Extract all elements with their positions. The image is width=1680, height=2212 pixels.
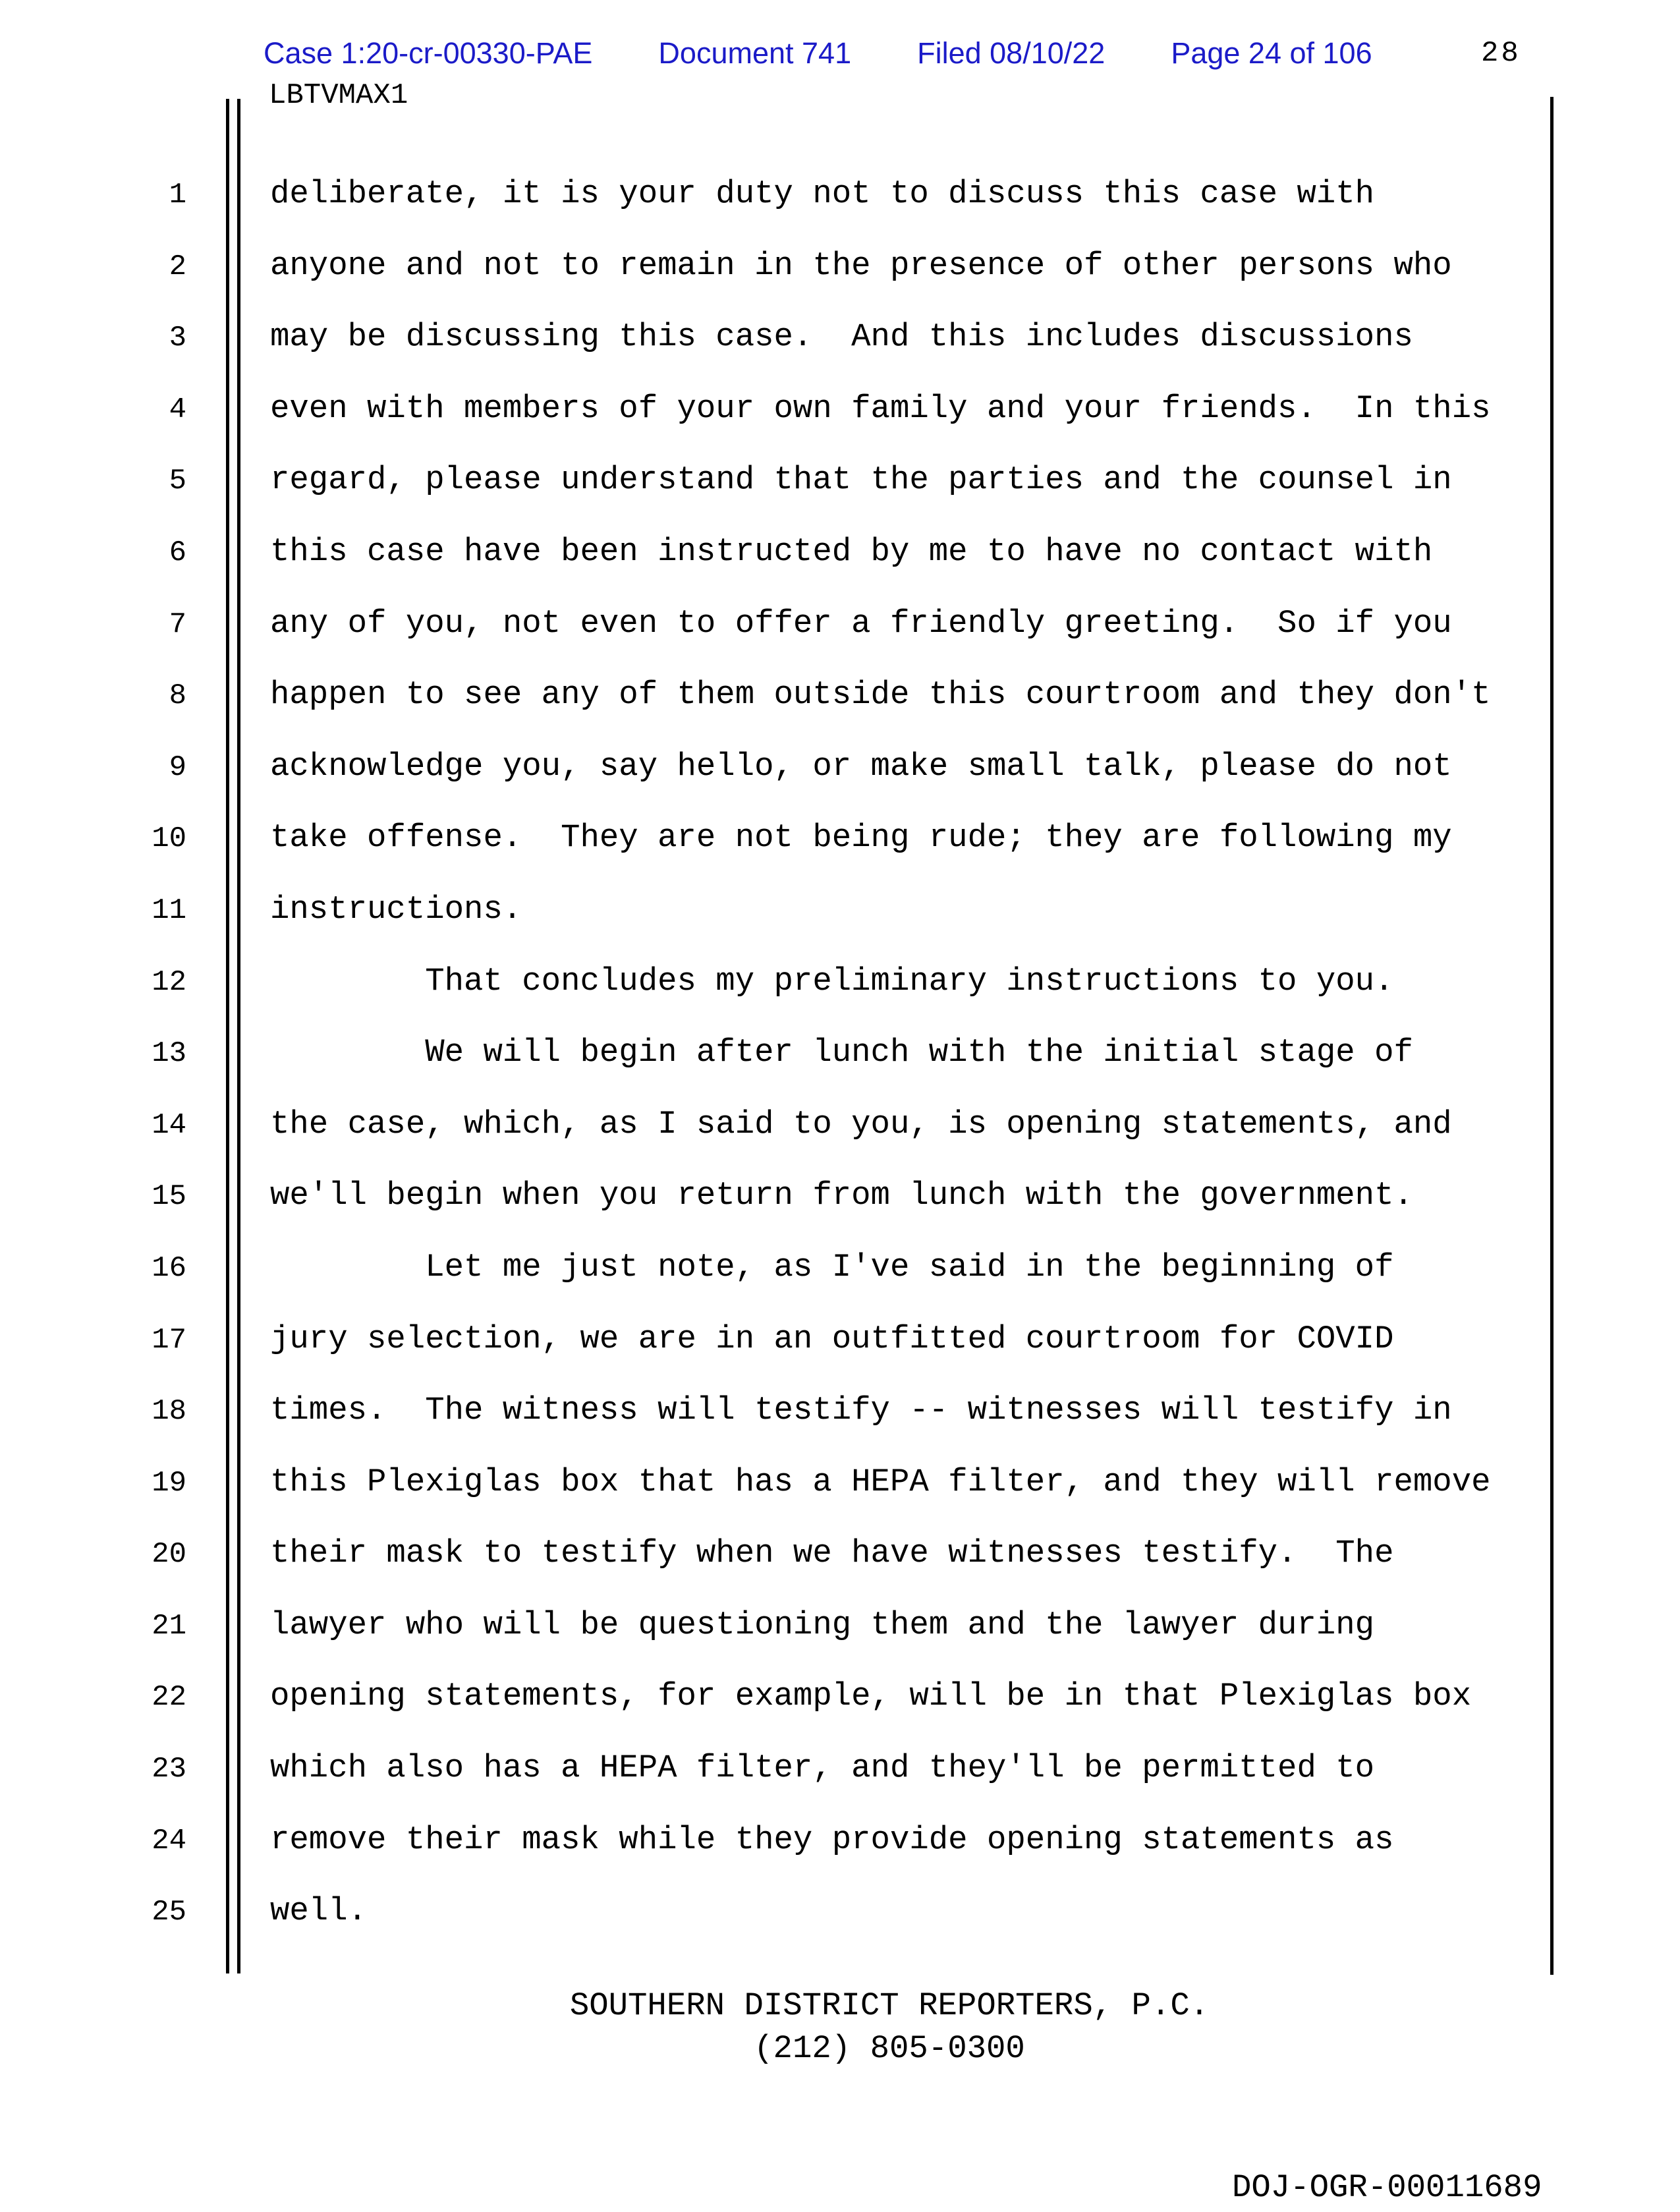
line-number: 6 (169, 536, 186, 569)
transcript-line (99, 659, 1555, 731)
transcript-body (99, 158, 1555, 1947)
line-text: That concludes my preliminary instructions to you. (270, 962, 1394, 1000)
transcript-line (99, 1804, 1555, 1876)
line-text: Let me just note, as I've said in the beginning of (270, 1248, 1394, 1286)
transcript-line (99, 1517, 1555, 1589)
transcript-line (99, 588, 1555, 660)
line-text: acknowledge you, say hello, or make small talk, please do not (270, 747, 1452, 785)
line-number: 3 (169, 322, 186, 355)
line-text: this case have been instructed by me to have no contact with (270, 532, 1433, 570)
line-text: their mask to testify when we have witnesses testify. The (270, 1535, 1394, 1572)
transcript-line (99, 444, 1555, 516)
line-text: remove their mask while they provide opening statements as (270, 1821, 1394, 1858)
line-text: any of you, not even to offer a friendly greeting. So if you (270, 604, 1452, 642)
transcript-line (99, 874, 1555, 946)
line-text: we'll begin when you return from lunch with the government. (270, 1177, 1413, 1214)
transcript-line (99, 1732, 1555, 1804)
transcript-page-number: 28 (1481, 37, 1521, 70)
line-text: instructions. (270, 890, 522, 928)
line-text: the case, which, as I said to you, is opening statements, and (270, 1105, 1452, 1143)
reporter-footer (224, 1985, 1555, 2070)
transcript-line (99, 1375, 1555, 1446)
reporter-phone: (212) 805-0300 (754, 2030, 1025, 2067)
line-number: 19 (152, 1466, 186, 1500)
transcript-line (99, 516, 1555, 588)
line-number: 25 (152, 1896, 186, 1929)
transcript-line (99, 1660, 1555, 1732)
transcript-line (99, 373, 1555, 445)
transcript-line (99, 1589, 1555, 1661)
line-number: 7 (169, 608, 186, 641)
line-number: 22 (152, 1681, 186, 1715)
line-text: happen to see any of them outside this courtroom and they don't (270, 676, 1491, 714)
line-number: 10 (152, 822, 186, 856)
line-text: well. (270, 1892, 368, 1930)
court-header (264, 36, 1372, 71)
transcript-line (99, 1017, 1555, 1089)
bates-number: DOJ-OGR-00011689 (1232, 2169, 1542, 2206)
line-text: deliberate, it is your duty not to discuss this case with (270, 175, 1375, 212)
line-text: lawyer who will be questioning them and the lawyer during (270, 1606, 1375, 1643)
transcript-line (99, 946, 1555, 1017)
line-text: which also has a HEPA filter, and they'll be permitted to (270, 1749, 1375, 1787)
transcript-line (99, 802, 1555, 874)
line-text: may be discussing this case. And this includes discussions (270, 318, 1413, 356)
filed-date: Filed 08/10/22 (917, 36, 1106, 70)
transcript-line (99, 1446, 1555, 1518)
transcript-line (99, 1089, 1555, 1160)
line-text: times. The witness will testify -- witnesses will testify in (270, 1392, 1452, 1429)
line-number: 11 (152, 893, 186, 927)
line-text: jury selection, we are in an outfitted courtroom for COVID (270, 1320, 1394, 1357)
line-number: 5 (169, 465, 186, 498)
line-number: 21 (152, 1609, 186, 1643)
line-number: 9 (169, 751, 186, 784)
page-indicator: Page 24 of 106 (1171, 36, 1372, 70)
transcript-line (99, 1875, 1555, 1947)
line-number: 16 (152, 1251, 186, 1285)
line-number: 23 (152, 1753, 186, 1786)
document-number: Document 741 (658, 36, 852, 70)
line-text: anyone and not to remain in the presence of other persons who (270, 246, 1452, 284)
line-text: regard, please understand that the parties and the counsel in (270, 461, 1452, 499)
transcript-line (99, 731, 1555, 803)
line-number: 1 (169, 179, 186, 212)
line-number: 8 (169, 679, 186, 713)
line-number: 14 (152, 1108, 186, 1142)
line-number: 15 (152, 1180, 186, 1214)
line-number: 20 (152, 1538, 186, 1572)
line-number: 4 (169, 393, 186, 426)
line-number: 24 (152, 1824, 186, 1858)
transcript-line (99, 1232, 1555, 1303)
line-number: 18 (152, 1395, 186, 1429)
transcript-line (99, 301, 1555, 373)
transcript-line (99, 1303, 1555, 1375)
transcript-line (99, 230, 1555, 302)
line-number: 17 (152, 1323, 186, 1357)
line-text: this Plexiglas box that has a HEPA filter, and they will remove (270, 1463, 1491, 1500)
line-number: 2 (169, 250, 186, 283)
case-number: Case 1:20-cr-00330-PAE (264, 36, 593, 70)
line-text: opening statements, for example, will be in that Plexiglas box (270, 1678, 1472, 1715)
line-text: even with members of your own family and your friends. In this (270, 389, 1491, 427)
session-id: LBTVMAX1 (269, 79, 408, 112)
line-text: take offense. They are not being rude; they are following my (270, 819, 1452, 857)
transcript-line (99, 1160, 1555, 1232)
reporter-name: SOUTHERN DISTRICT REPORTERS, P.C. (569, 1987, 1210, 2024)
transcript-line (99, 158, 1555, 230)
line-text: We will begin after lunch with the initial stage of (270, 1034, 1413, 1071)
line-number: 13 (152, 1037, 186, 1071)
line-number: 12 (152, 965, 186, 999)
